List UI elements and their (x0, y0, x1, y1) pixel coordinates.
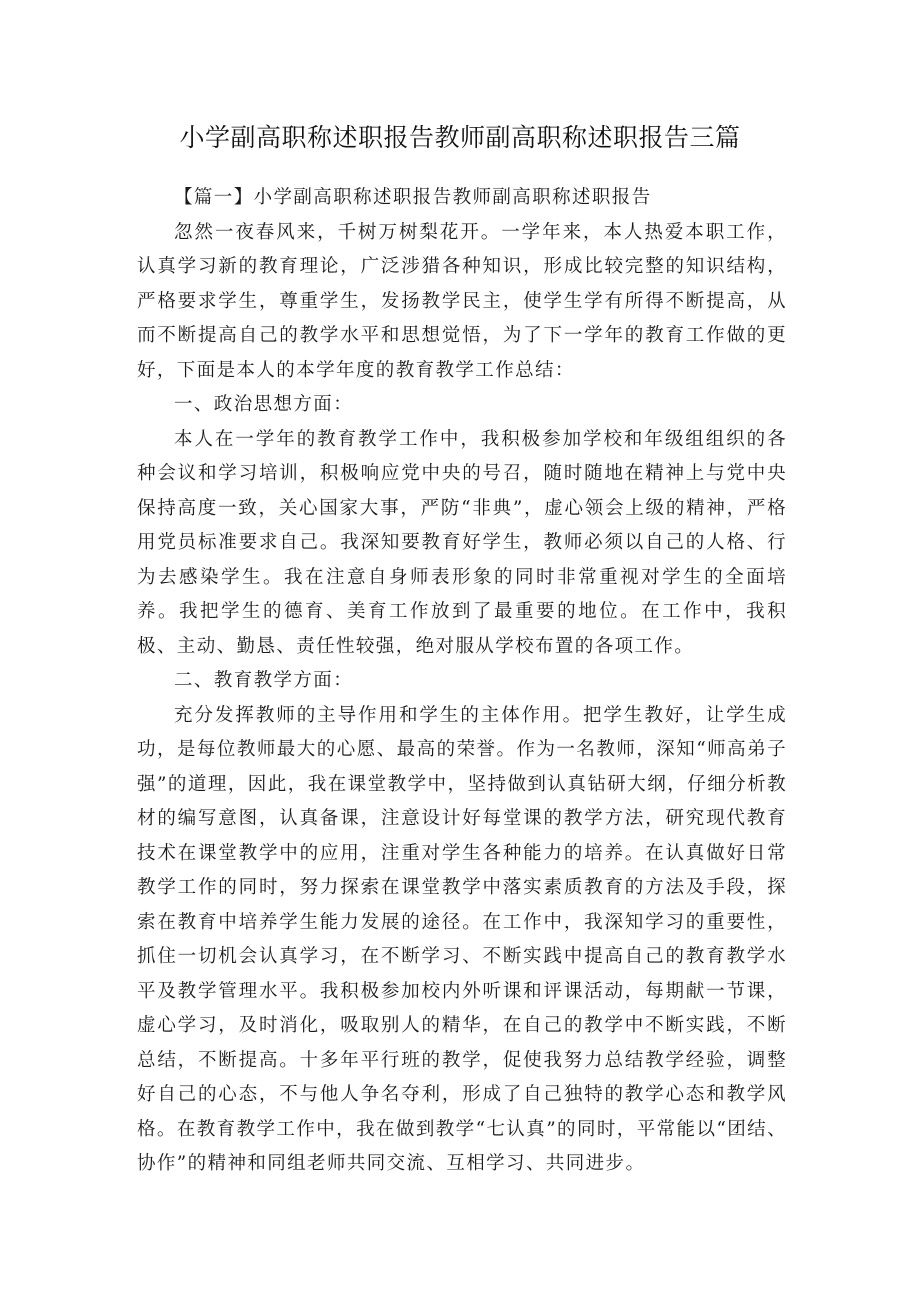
section-heading-political: 一、政治思想方面： (174, 394, 354, 415)
section-heading-teaching: 二、教育教学方面： (174, 670, 354, 691)
political-paragraph: 本人在一学年的教育教学工作中，我积极参加学校和年级组组织的各种会议和学习培训，积极响应党中央的号召，随时随地在精神上与党中央保持高度一致，关心国家大事，严防“非典”，虚心领会上级的精神，严格用党员标准要求自己。我深知要教育好学生，教师必须以自己的人格、行为去感染学生。我在注意自身师表形象的同时非常重视对学生的全面培养。我把学生的德育、美育工作放到了最重要的地位。在工作中，我积极、主动、勤恳、责任性较强，绝对服从学校布置的各项工作。 (137, 428, 787, 657)
teaching-paragraph: 充分发挥教师的主导作用和学生的主体作用。把学生教好，让学生成功，是每位教师最大的心愿、最高的荣誉。作为一名教师，深知“师高弟子强”的道理，因此，我在课堂教学中，坚持做到认真钻研大纲，仔细分析教材的编写意图，认真备课，注意设计好每堂课的教学方法，研究现代教育技术在课堂教学中的应用，注重对学生各种能力的培养。在认真做好日常教学工作的同时，努力探索在课堂教学中落实素质教育的方法及手段，探索在教育中培养学生能力发展的途径。在工作中，我深知学习的重要性，抓住一切机会认真学习，在不断学习、不断实践中提高自己的教育教学水平及教学管理水平。我积极参加校内外听课和评课活动，每期献一节课，虚心学习，及时消化，吸取别人的精华，在自己的教学中不断实践，不断总结，不断提高。十多年平行班的教学，促使我努力总结教学经验，调整好自己的心态，不与他人争名夺利，形成了自己独特的教学心态和教学风格。在教育教学工作中，我在做到教学“七认真”的同时，平常能以“团结、协作”的精神和同组老师共同交流、互相学习、共同进步。 (137, 704, 787, 1174)
intro-paragraph: 忽然一夜春风来，千树万树梨花开。一学年来，本人热爱本职工作，认真学习新的教育理论，广泛涉猎各种知识，形成比较完整的知识结构，严格要求学生，尊重学生，发扬教学民主，使学生学有所得不断提高，从而不断提高自己的教学水平和思想觉悟，为了下一学年的教育工作做的更好，下面是本人的本学年度的教育教学工作总结： (137, 221, 787, 381)
document-title: 小学副高职称述职报告教师副高职称述职报告三篇 (179, 123, 741, 152)
document-body (137, 181, 787, 1182)
section-heading-part-one: 【篇一】小学副高职称述职报告教师副高职称述职报告 (174, 187, 652, 208)
